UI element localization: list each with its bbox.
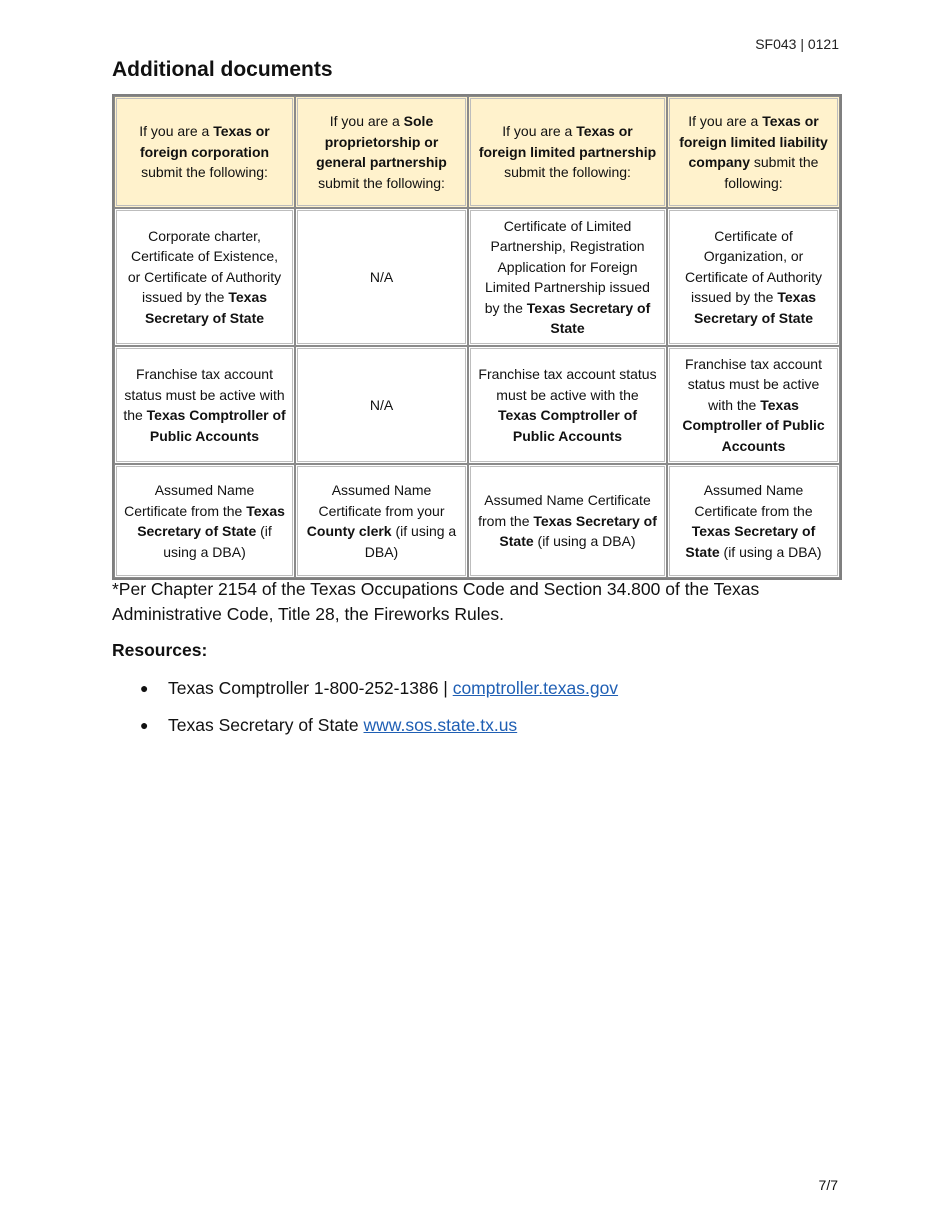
header-cell-limited-partnership (468, 96, 667, 208)
bullet-icon: ● (140, 717, 149, 733)
cell-text: Assumed Name Certificate from the (124, 482, 255, 519)
bold-text: Texas Comptroller of Public Accounts (146, 407, 286, 444)
resources-list (112, 674, 618, 748)
cell-text: Franchise tax account status must be active with the (478, 366, 657, 403)
table-cell (295, 346, 468, 464)
bold-text: Texas Secretary of State (693, 289, 817, 326)
bold-text: Sole proprietorship or general partnership (316, 113, 447, 170)
bold-text: County clerk (306, 523, 392, 539)
cell-text: Franchise tax account status must be active with the (123, 366, 285, 423)
bold-text: Texas or foreign limited liability company (679, 113, 828, 170)
table-cell (114, 346, 295, 464)
table-cell (468, 346, 667, 464)
cell-text: Corporate charter, Certificate of Existence, or Certificate of Authority issued by the (127, 227, 282, 306)
table-header-row (114, 96, 840, 208)
sos-link[interactable]: www.sos.state.tx.us (363, 715, 518, 735)
cell-text: Certificate of Limited Partnership, Registration Application for Foreign Limited Partnership issued by the (484, 217, 650, 316)
cell-text: Certificate of Organization, or Certificate of Authority issued by the (685, 227, 822, 306)
header-cell-sole-proprietorship (295, 96, 468, 208)
table-cell (667, 208, 840, 346)
bold-text: Texas Secretary of State (685, 523, 816, 560)
bold-text: Texas or foreign limited partnership (478, 123, 657, 160)
table-cell (295, 208, 468, 346)
cell-text: Assumed Name Certificate from the (694, 482, 813, 519)
table-row (114, 346, 840, 464)
resource-text: Texas Secretary of State (168, 715, 364, 735)
footnote: *Per Chapter 2154 of the Texas Occupations Code and Section 34.800 of the Texas Administrative Code, Title 28, the Fireworks Rules. (112, 579, 760, 624)
comptroller-link[interactable]: comptroller.texas.gov (452, 678, 619, 698)
table-cell (468, 464, 667, 578)
bold-text: Texas Secretary of State (526, 299, 651, 336)
cell-text: (if using a DBA) (163, 523, 272, 560)
cell-text: submit the following: (504, 164, 631, 181)
table-row (114, 464, 840, 578)
cell-text: If you are a (139, 123, 214, 140)
bold-text: Texas Secretary of State (137, 502, 285, 539)
table-cell (295, 464, 468, 578)
bold-text: Texas Comptroller of Public Accounts (682, 396, 825, 454)
list-item (112, 674, 618, 711)
resource-text: Texas Comptroller 1-800-252-1386 | (168, 678, 453, 698)
page-number: 7/7 (818, 1177, 838, 1193)
documents-table (112, 94, 842, 580)
cell-text: N/A (369, 396, 394, 413)
section-title: Additional documents (112, 58, 333, 81)
cell-text: N/A (369, 268, 394, 285)
cell-text: submit the following: (724, 154, 819, 191)
header-cell-llc (667, 96, 840, 208)
bullet-icon: ● (140, 680, 149, 696)
bold-text: Texas Comptroller of Public Accounts (498, 407, 637, 444)
form-id: SF043 | 0121 (755, 36, 839, 52)
table-row (114, 208, 840, 346)
table-cell (667, 464, 840, 578)
table-cell (468, 208, 667, 346)
cell-text: (if using a DBA) (533, 533, 636, 550)
resources-title: Resources: (112, 640, 208, 660)
header-cell-corporation (114, 96, 295, 208)
bold-text: Texas or foreign corporation (139, 123, 270, 160)
cell-text: If you are a (688, 113, 763, 129)
cell-text: If you are a (502, 123, 577, 140)
cell-text: Assumed Name Certificate from the (478, 492, 651, 529)
cell-text: Franchise tax account status must be active with the (685, 355, 822, 413)
cell-text: submit the following: (318, 174, 445, 191)
cell-text: (if using a DBA) (364, 523, 457, 560)
cell-text: If you are a (329, 113, 404, 129)
table-cell (667, 346, 840, 464)
bold-text: Texas Secretary of State (144, 289, 268, 326)
list-item (112, 711, 618, 748)
cell-text: Assumed Name Certificate from your (318, 482, 445, 519)
bold-text: Texas Secretary of State (499, 512, 657, 550)
cell-text: (if using a DBA) (719, 543, 822, 560)
cell-text: submit the following: (141, 164, 268, 181)
table-cell (114, 464, 295, 578)
table-cell (114, 208, 295, 346)
